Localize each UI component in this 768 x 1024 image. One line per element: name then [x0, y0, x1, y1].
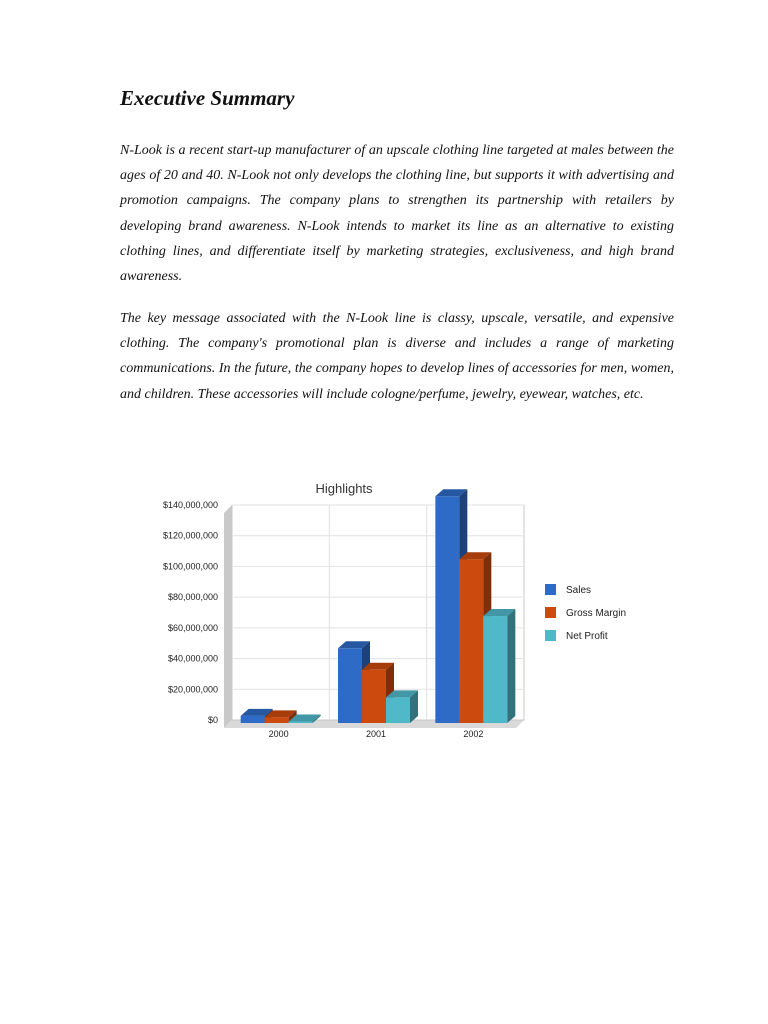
bar-front [338, 648, 362, 723]
y-tick-label: $60,000,000 [167, 622, 218, 633]
y-tick-label: $80,000,000 [167, 592, 218, 603]
x-tick-label: 2002 [463, 729, 484, 739]
legend-swatch [545, 630, 556, 641]
bar-front [483, 616, 507, 723]
y-tick-label: $20,000,000 [167, 684, 218, 695]
y-tick-label: $40,000,000 [167, 653, 218, 664]
x-tick-label: 2001 [365, 729, 387, 739]
chart-title: Highlights [315, 481, 373, 496]
bar-front [265, 717, 289, 723]
plot-side-wall [224, 505, 232, 728]
bar-front [435, 496, 459, 723]
bar-side [507, 609, 515, 723]
bar-front [459, 559, 483, 723]
document-title: Executive Summary [120, 86, 295, 110]
y-axis-ticks [163, 500, 218, 725]
y-tick-label: $140,000,000 [162, 500, 218, 510]
x-axis-ticks [269, 729, 484, 739]
legend-item [545, 607, 626, 619]
legend-item [545, 630, 608, 642]
legend-label: Gross Margin [566, 608, 627, 619]
summary-paragraph-2: The key message associated with the N-Look line is classy, upscale, versatile, and expensive clothing. The company's promotional plan is diverse and includes a range of marketing communications. In the future, the company hopes to develop lines of accessories for men, women, and children. These accessories will include cologne/perfume, jewelry, eyewear, watches, etc. [120, 311, 674, 402]
legend-label: Net Profit [566, 631, 608, 642]
y-tick-label: $0 [207, 715, 218, 725]
bar [483, 609, 515, 723]
bar-front [289, 722, 313, 723]
bar-front [241, 716, 265, 723]
legend-item [545, 584, 591, 596]
bar [386, 690, 418, 723]
highlights-chart [140, 470, 650, 750]
x-tick-label: 2000 [268, 729, 289, 739]
summary-paragraph-1: N-Look is a recent start-up manufacturer of an upscale clothing line targeted at males between the ages of 20 and 40. N-Look not only develops the clothing line, but supports it with advertising and promotion campaigns. The company plans to strengthen its partnership with retailers by developing brand awareness. N-Look intends to market its line as an alternative to existing clothing lines, and differentiate itself by marketing strategies, exclusiveness, and high brand awareness. [120, 143, 674, 285]
legend-swatch [545, 607, 556, 618]
bar-front [362, 670, 386, 723]
legend-swatch [545, 584, 556, 595]
bar-front [386, 697, 410, 723]
legend-label: Sales [566, 585, 592, 596]
legend [545, 584, 626, 642]
y-tick-label: $100,000,000 [162, 561, 218, 572]
y-tick-label: $120,000,000 [162, 530, 218, 541]
